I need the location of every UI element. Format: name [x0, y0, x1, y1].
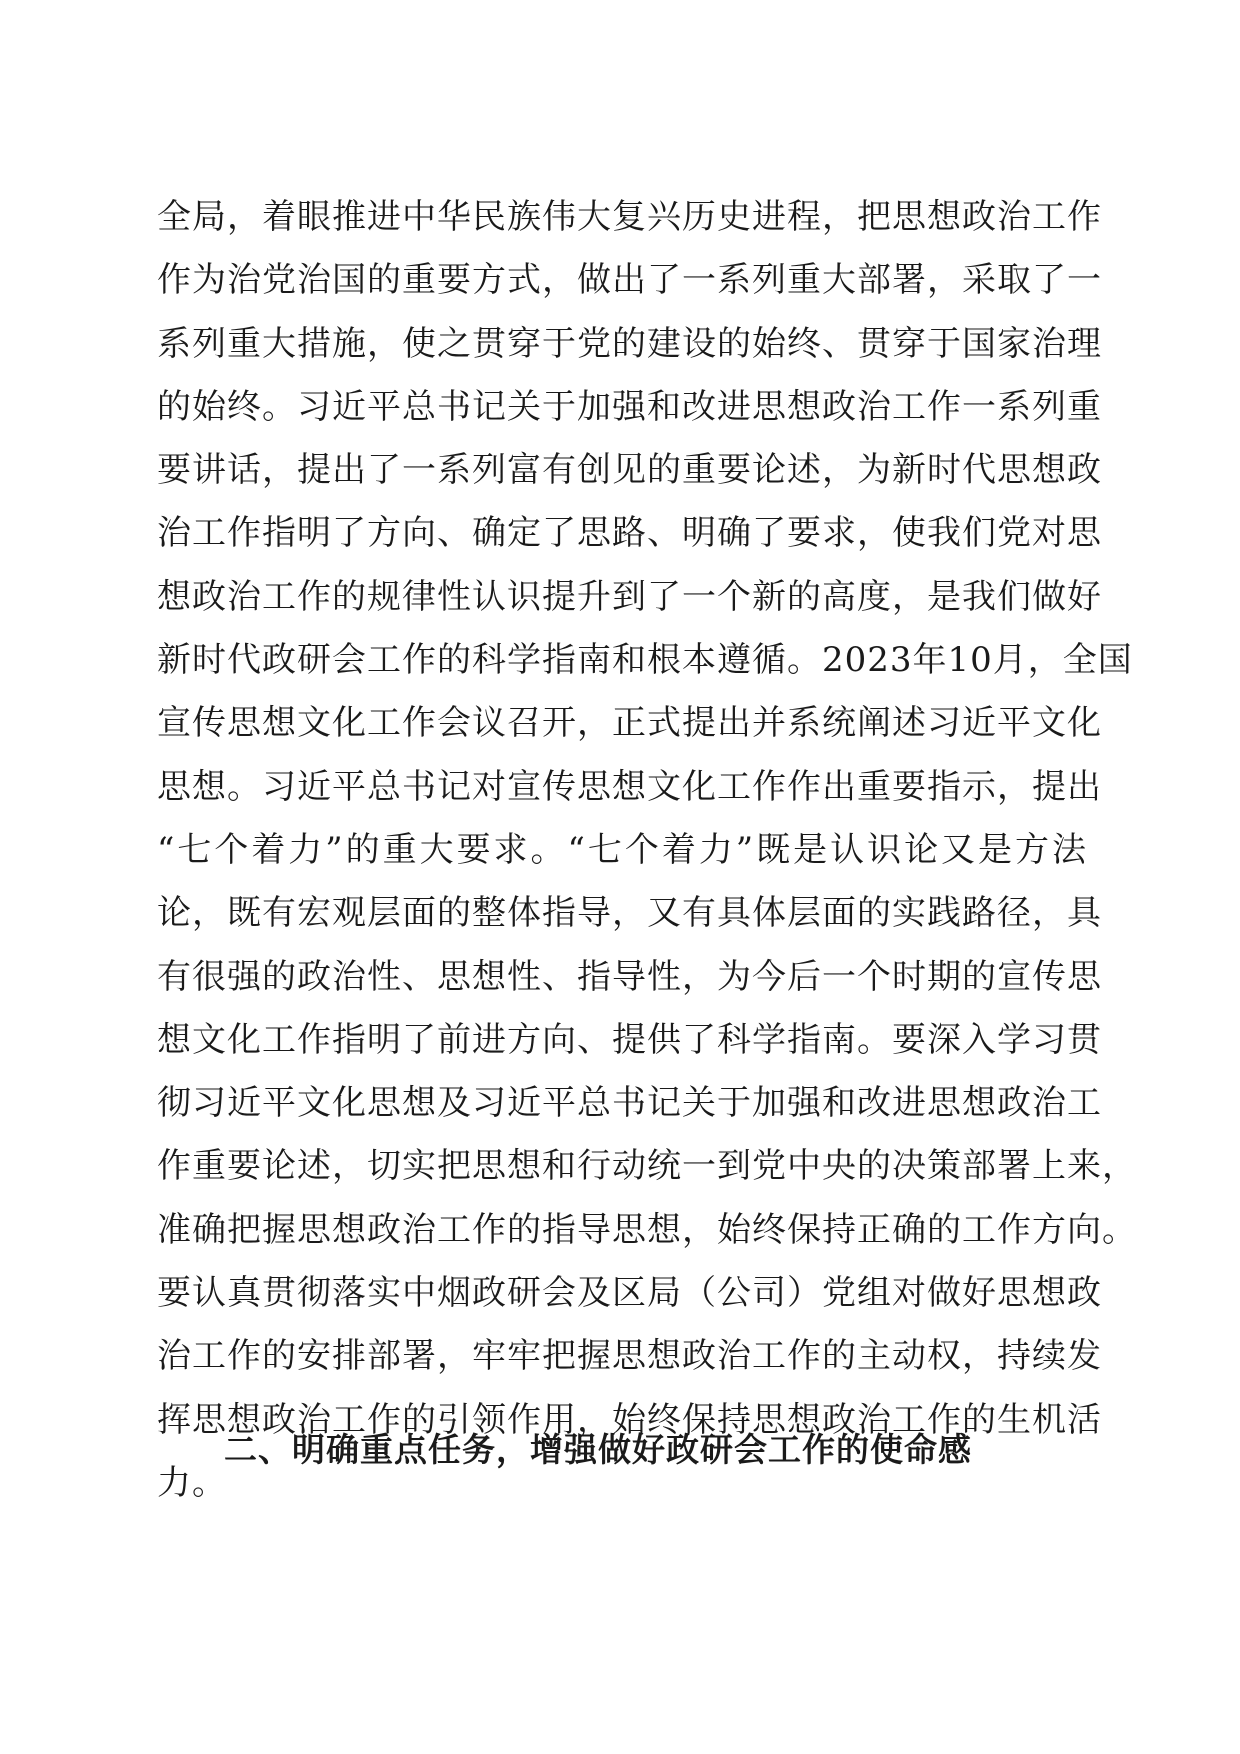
paragraph-line: 系列重大措施，使之贯穿于党的建设的始终、贯穿于国家治理	[157, 323, 1102, 364]
section-heading: 二、明确重点任务，增强做好政研会工作的使命感	[224, 1430, 972, 1469]
paragraph-line: 想文化工作指明了前进方向、提供了科学指南。要深入学习贯	[157, 1019, 1102, 1060]
paragraph-line: 思想。习近平总书记对宣传思想文化工作作出重要指示，提出	[157, 766, 1102, 807]
paragraph-line: 要认真贯彻落实中烟政研会及区局（公司）党组对做好思想政	[157, 1273, 1102, 1314]
paragraph-line: 全局，着眼推进中华民族伟大复兴历史进程，把思想政治工作	[157, 197, 1102, 237]
paragraph-line: 挥思想政治工作的引领作用，始终保持思想政治工作的生机活	[157, 1399, 1102, 1440]
body-paragraph	[157, 186, 1137, 1515]
paragraph-line: 治工作指明了方向、确定了思路、明确了要求，使我们党对思	[157, 513, 1102, 554]
paragraph-line: 作重要论述，切实把思想和行动统一到党中央的决策部署上来，	[157, 1146, 1137, 1187]
paragraph-line: 治工作的安排部署，牢牢把握思想政治工作的主动权，持续发	[157, 1336, 1102, 1377]
paragraph-line: 作为治党治国的重要方式，做出了一系列重大部署，采取了一	[157, 260, 1102, 301]
paragraph-line: 宣传思想文化工作会议召开，正式提出并系统阐述习近平文化	[157, 703, 1102, 744]
paragraph-line: 的始终。习近平总书记关于加强和改进思想政治工作一系列重	[157, 386, 1102, 427]
paragraph-line: 力。	[157, 1462, 227, 1503]
paragraph-line: 论，既有宏观层面的整体指导，又有具体层面的实践路径，具	[157, 893, 1102, 934]
paragraph-line: 要讲话，提出了一系列富有创见的重要论述，为新时代思想政	[157, 450, 1102, 491]
paragraph-line: 准确把握思想政治工作的指导思想，始终保持正确的工作方向。	[157, 1209, 1137, 1250]
paragraph-line: “七个着力”的重大要求。“七个着力”既是认识论又是方法	[157, 829, 1087, 870]
paragraph-line: 想政治工作的规律性认识提升到了一个新的高度，是我们做好	[157, 576, 1102, 617]
paragraph-line: 有很强的政治性、思想性、指导性，为今后一个时期的宣传思	[157, 956, 1102, 997]
paragraph-line: 新时代政研会工作的科学指南和根本遵循。2023年10月，全国	[157, 640, 1133, 681]
paragraph-line: 彻习近平文化思想及习近平总书记关于加强和改进思想政治工	[157, 1083, 1102, 1124]
